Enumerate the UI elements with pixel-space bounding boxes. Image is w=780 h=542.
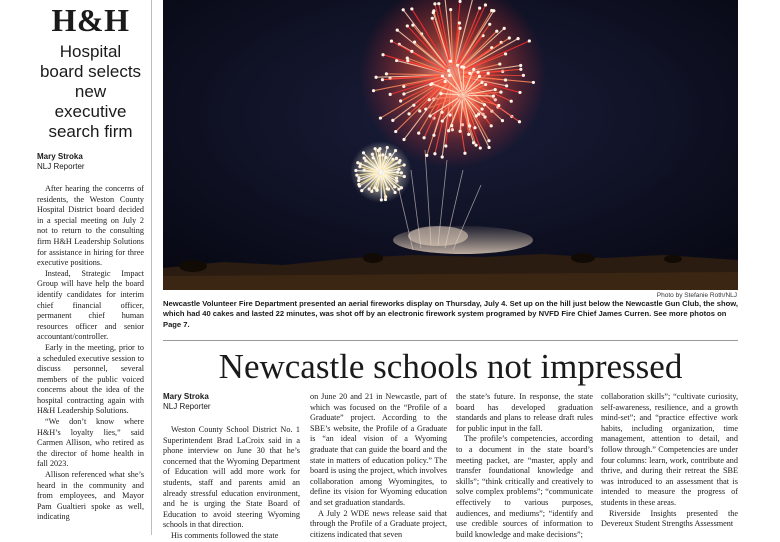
section-divider xyxy=(163,340,738,341)
main-story-paragraph: The profile’s competencies, according to a document in the state board’s meeting packet, are “master, apply and transfer foundational knowledge and skills”; “think critically and creatively to solve complex problems”; “communicate effectively to various purposes, audiences, and mediums”; “identify and use credible sources of information to build knowledge and make decisions”; xyxy=(456,434,593,540)
side-story-kicker: H&H xyxy=(37,2,144,38)
main-story-paragraph: on June 20 and 21 in Newcastle, part of which was focused on the “Profile of a Graduate” project. According to the SBE’s website, the Profile of a Graduate is “an ideal vision of a Wyoming graduate that can guide the board and the state in matters of education policy.” The board is using the project, which involves collaboration among Wyomingites, to define its vision for Wyoming education and set graduation standards. xyxy=(310,392,447,509)
column-divider xyxy=(151,0,152,535)
side-story-paragraph: Early in the meeting, prior to a scheduled executive session to discuss personnel, several members of the public voiced concerns about the idea of the hospital contracting again with H&H Leadership Solutions. xyxy=(37,343,144,417)
main-story-paragraph: His comments followed the state xyxy=(163,531,300,542)
main-story-column-2 xyxy=(310,392,447,535)
main-story-headline[interactable]: Newcastle schools not impressed xyxy=(163,347,738,387)
photo-credit: Photo by Stefanie Roth/NLJ xyxy=(500,292,737,299)
main-story-byline-role: NLJ Reporter xyxy=(163,402,300,412)
main-story-column-4 xyxy=(601,392,738,535)
main-story-paragraph: A July 2 WDE news release said that through the Profile of a Graduate project, citizens indicated that seven xyxy=(310,509,447,541)
side-story-paragraph: Instead, Strategic Impact Group will have help the board identify candidates for interim chief financial officer, permanent chief human resources officer and senior accountant/controller. xyxy=(37,269,144,343)
main-story-paragraph: the state’s future. In response, the state board has developed graduation standards and plans to release draft rules for public input in the fall. xyxy=(456,392,593,434)
fireworks-illustration xyxy=(163,0,738,290)
photo-caption: Newcastle Volunteer Fire Department presented an aerial fireworks display on Thursday, July 4. Set up on the hill just below the Newcastle Gun Club, the show, which had 40 cakes and lasted 22 minutes, was shot off by an electronic firework system programed by NVFD Fire Chief James Curren. See more photos on Page 7. xyxy=(163,299,741,330)
side-story-headline[interactable]: Hospital board selects new executive search firm xyxy=(37,42,144,142)
main-story-paragraph: collaboration skills”; “cultivate curiosity, self-awareness, resilience, and a growth mind-set”; and “practice effective work habits, including organization, time management, attention to detail, and follow through.” Competencies are under four columns: learn, work, contribute and thrive, and during their retreat the SBE was introduced to an assessment that is intended to measure the progress of students in these areas. xyxy=(601,392,738,509)
main-story-column-1 xyxy=(163,392,300,535)
main-story-byline-name: Mary Stroka xyxy=(163,392,300,402)
main-story-paragraph: Riverside Insights presented the Devereux Student Strengths Assessment xyxy=(601,509,738,530)
side-story xyxy=(37,0,144,535)
side-story-paragraph: Allison referenced what she’s heard in the community and from employees, and Mayor Pam Gualtieri spoke as well, indicating xyxy=(37,470,144,523)
side-story-byline-name: Mary Stroka xyxy=(37,152,144,162)
side-story-paragraph: After hearing the concerns of residents, the Weston County Hospital District board decided in a special meeting on July 2 not to return to the consulting firm H&H Leadership Solutions for assistance in hiring for three executive positions. xyxy=(37,184,144,269)
main-story-paragraph: Weston County School District No. 1 Superintendent Brad LaCroix said in a phone interview on June 30 that he’s concerned that the Wyoming Department of Education will add more work for students, staff and parents amid an already stressful education environment, and he is urging the State Board of Education to avoid steering Wyoming schools in that direction. xyxy=(163,425,300,531)
main-story-column-3 xyxy=(456,392,593,535)
side-story-byline-role: NLJ Reporter xyxy=(37,162,144,172)
fireworks-photo[interactable] xyxy=(163,0,738,290)
side-story-paragraph: “We don’t know where H&H’s loyalty lies,” said Carmen Allison, who retired as the director of home health in fall 2023. xyxy=(37,417,144,470)
